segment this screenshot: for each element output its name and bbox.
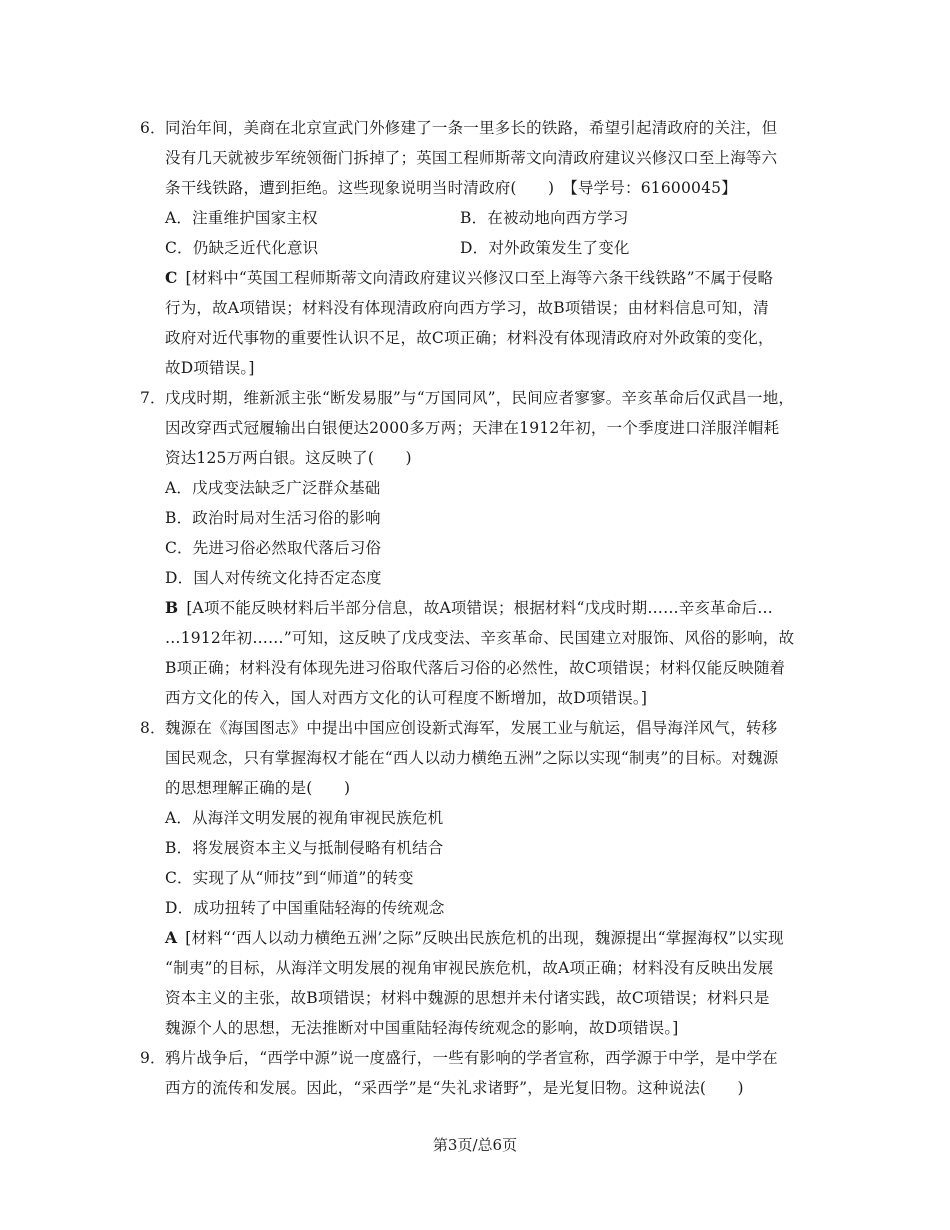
option-b: B．政治时局对生活习俗的影响 (165, 509, 381, 527)
option-b: B．在被动地向西方学习 (460, 209, 629, 227)
question-number: 8． (140, 719, 166, 737)
question-number: 9． (140, 1049, 166, 1067)
question-stem-line: 西方的流传和发展。因此，“采西学”是“失礼求诸野”，是光复旧物。这种说法( ) (165, 1079, 744, 1097)
option-d: D．对外政策发生了变化 (460, 239, 630, 257)
option-c: C．实现了从“师技”到“师道”的转变 (165, 869, 414, 887)
answer-line: B项正确；材料没有体现先进习俗取代落后习俗的必然性，故C项错误；材料仅能反映随着 (165, 659, 786, 677)
answer-line: “制夷”的目标，从海洋文明发展的视角审视民族危机，故A项正确；材料没有反映出发展 (165, 959, 774, 977)
answer-line: 资本主义的主张，故B项错误；材料中魏源的思想并未付诸实践，故C项错误；材料只是 (165, 989, 770, 1007)
question-stem-line: 没有几天就被步军统领衙门拆掉了；英国工程师斯蒂文向清政府建议兴修汉口至上海等六 (165, 149, 778, 167)
question-stem-line: 条干线铁路，遭到拒绝。这些现象说明当时清政府( ) 【导学号：61600045】 (165, 179, 737, 197)
option-c: C．仍缺乏近代化意识 (165, 239, 319, 257)
question-stem-line: 的思想理解正确的是( ) (165, 779, 351, 797)
option-a: A．从海洋文明发展的视角审视民族危机 (165, 809, 444, 827)
question-number: 6． (140, 119, 166, 137)
answer-text: [A项不能反映材料后半部分信息，故A项错误；根据材料“戊戌时期……辛亥革命后… (186, 599, 773, 617)
option-a: A．注重维护国家主权 (165, 209, 318, 227)
question-stem-line: 同治年间，美商在北京宣武门外修建了一条一里多长的铁路，希望引起清政府的关注，但 (165, 119, 778, 137)
answer-line (165, 927, 784, 949)
question-number: 7． (140, 389, 166, 407)
question-stem-line: 魏源在《海国图志》中提出中国应创设新式海军，发展工业与航运，倡导海洋风气，转移 (165, 719, 778, 737)
answer-text: [材料“‘西人以动力横绝五洲’之际”反映出民族危机的出现，魏源提出“掌握海权”以实现 (185, 929, 784, 947)
question-stem-line: 鸦片战争后，“西学中源”说一度盛行，一些有影响的学者宣称，西学源于中学，是中学在 (165, 1049, 778, 1067)
question-stem-line: 资达125万两白银。这反映了( ) (165, 449, 412, 467)
answer-line: 西方文化的传入，国人对西方文化的认可程度不断增加，故D项错误。] (165, 689, 648, 707)
answer-letter: A (165, 928, 178, 947)
answer-line: …1912年初……”可知，这反映了戊戌变法、辛亥革命、民国建立对服饰、风俗的影响，故 (165, 629, 795, 647)
answer-line: 行为，故A项错误；材料没有体现清政府向西方学习，故B项错误；由材料信息可知，清 (165, 299, 769, 317)
question-stem-line: 戊戌时期，维新派主张“断发易服”与“万国同风”，民间应者寥寥。辛亥革命后仅武昌一地， (165, 389, 795, 407)
answer-letter: B (165, 598, 179, 617)
answer-text: [材料中“英国工程师斯蒂文向清政府建议兴修汉口至上海等六条干线铁路”不属于侵略 (185, 269, 774, 287)
page-footer: 第3页/总6页 (432, 1136, 518, 1154)
answer-line: 故D项错误。] (165, 359, 255, 377)
answer-line (165, 597, 773, 619)
option-b: B．将发展资本主义与抵制侵略有机结合 (165, 839, 444, 857)
answer-line: 魏源个人的思想，无法推断对中国重陆轻海传统观念的影响，故D项错误。] (165, 1019, 679, 1037)
question-stem-line: 因改穿西式冠履输出白银便达2000多万两；天津在1912年初，一个季度进口洋服洋帽耗 (165, 419, 780, 437)
answer-letter: C (165, 268, 178, 287)
option-d: D．成功扭转了中国重陆轻海的传统观念 (165, 899, 445, 917)
answer-line (165, 267, 773, 289)
answer-line: 政府对近代事物的重要性认识不足，故C项正确；材料没有体现清政府对外政策的变化， (165, 329, 774, 347)
option-a: A．戊戌变法缺乏广泛群众基础 (165, 479, 381, 497)
question-stem-line: 国民观念，只有掌握海权才能在“西人以动力横绝五洲”之际以实现“制夷”的目标。对魏源 (165, 749, 779, 767)
option-d: D．国人对传统文化持否定态度 (165, 569, 382, 587)
option-c: C．先进习俗必然取代落后习俗 (165, 539, 382, 557)
